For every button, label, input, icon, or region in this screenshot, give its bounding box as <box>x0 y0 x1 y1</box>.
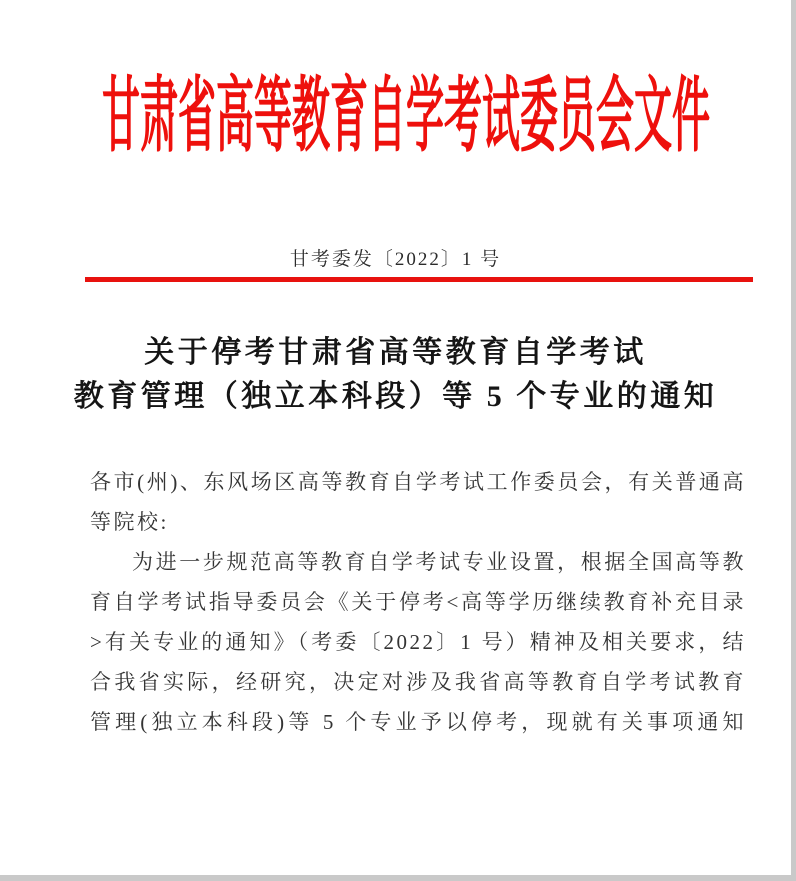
red-letterhead-text: 甘肃省高等教育自学考试委员会文件 <box>101 69 710 163</box>
notice-title-line1: 关于停考甘肃省高等教育自学考试 <box>144 336 647 369</box>
salutation-line: 各市(州)、东风场区高等教育自学考试工作委员会，有关普通高等院校: <box>90 470 746 534</box>
document-reference-number: 甘考委发〔2022〕1 号 <box>289 249 502 270</box>
red-divider-line <box>85 277 753 282</box>
body-paragraph: 为进一步规范高等教育自学考试专业设置，根据全国高等教育自学考试指导委员会《关于停考<高等学历继续教育补充目录>有关专业的通知》（考委〔2022〕1 号）精神及相关要求，结合我省实际，经研究，决定对涉及我省高等教育自学考试教育管理(独立本科段)等 5 个专业予以停考，现就有关事项通知 <box>90 550 746 734</box>
red-letterhead-title <box>0 69 791 163</box>
notice-body <box>90 462 746 742</box>
notice-title <box>0 331 791 419</box>
notice-title-line2: 教育管理（独立本科段）等 5 个专业的通知 <box>73 380 718 413</box>
